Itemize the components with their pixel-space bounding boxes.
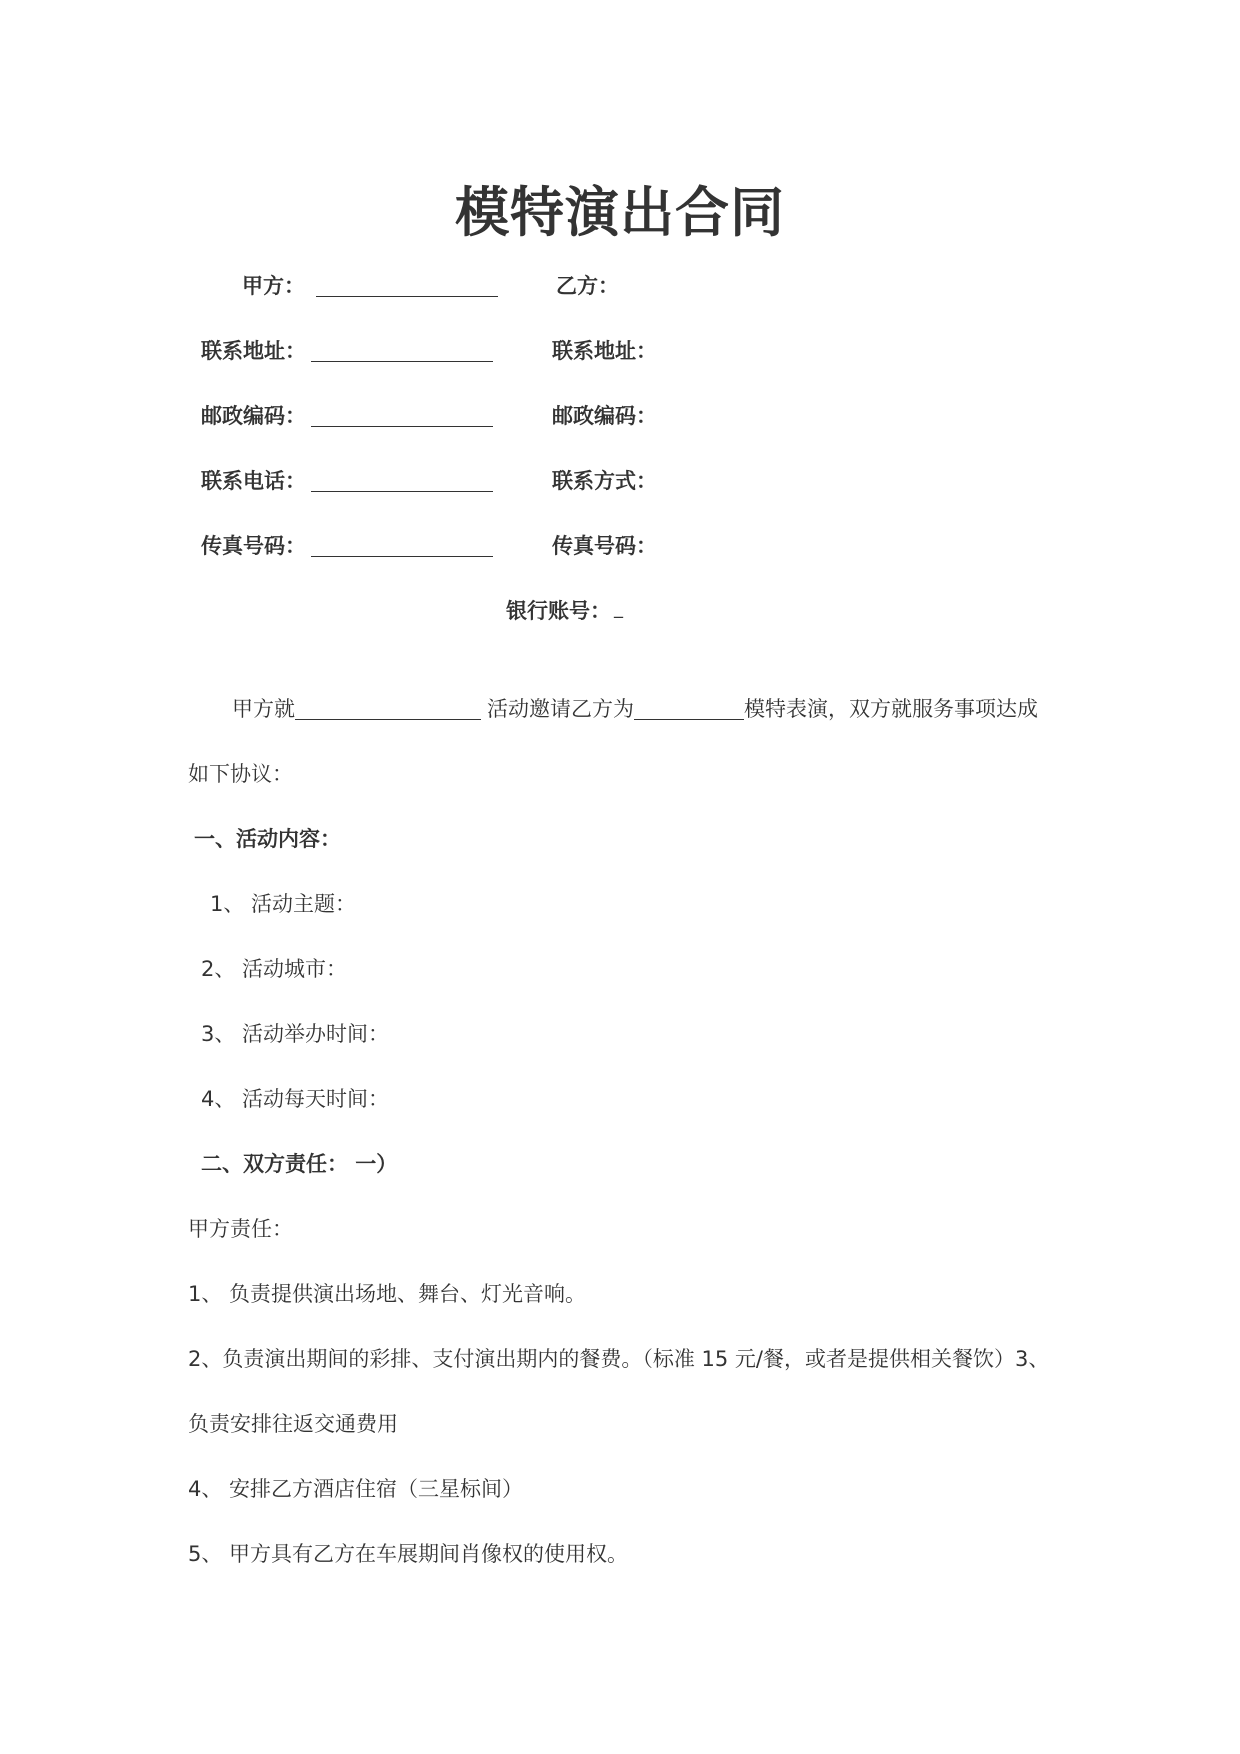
- phone-a-label: 联系电话：: [201, 469, 306, 493]
- party-a-label: 甲方：: [242, 274, 305, 298]
- intro-part-2: 活动邀请乙方为: [487, 697, 634, 721]
- section-1-item-1: 1、 活动主题：: [210, 892, 357, 916]
- contact-b-label: 联系方式：: [552, 469, 657, 493]
- activity-blank: [295, 699, 481, 720]
- address-b-label: 联系地址：: [552, 339, 657, 363]
- phone-a-blank: [311, 491, 493, 492]
- duty-item-1: 1、 负责提供演出场地、舞台、灯光音响。: [188, 1282, 587, 1306]
- party-a-blank: [316, 296, 498, 297]
- intro-line-1: [232, 693, 1038, 723]
- intro-line-2: 如下协议：: [188, 762, 293, 786]
- address-a-label: 联系地址：: [201, 339, 306, 363]
- postcode-a-blank: [311, 426, 493, 427]
- party-a-duties-heading: 甲方责任：: [188, 1217, 293, 1241]
- postcode-b-label: 邮政编码：: [552, 404, 657, 428]
- fax-a-blank: [311, 556, 493, 557]
- section-1-item-4: 4、 活动每天时间：: [201, 1087, 390, 1111]
- intro-part-3: 模特表演，双方就服务事项达成: [744, 697, 1038, 721]
- party-b-label: 乙方：: [556, 274, 619, 298]
- fax-a-label: 传真号码：: [201, 534, 306, 558]
- model-type-blank: [634, 699, 744, 720]
- duty-item-3: 负责安排往返交通费用: [188, 1412, 398, 1436]
- fax-b-label: 传真号码：: [552, 534, 657, 558]
- address-a-blank: [311, 361, 493, 362]
- section-2-heading: 二、双方责任： 一）: [201, 1152, 398, 1176]
- duty-item-5: 5、 甲方具有乙方在车展期间肖像权的使用权。: [188, 1542, 629, 1566]
- duty-item-2: 2、负责演出期间的彩排、支付演出期内的餐费。（标准 15 元/餐，或者是提供相关餐饮）3、: [188, 1347, 1050, 1371]
- bank-account-label: 银行账号：: [506, 599, 611, 623]
- postcode-a-label: 邮政编码：: [201, 404, 306, 428]
- duty-item-4: 4、 安排乙方酒店住宿（三星标间）: [188, 1477, 524, 1501]
- intro-part-1: 甲方就: [232, 697, 295, 721]
- section-1-heading: 一、活动内容：: [194, 827, 341, 851]
- bank-account-mark: _: [614, 598, 623, 619]
- document-title: 模特演出合同: [455, 181, 785, 244]
- section-1-item-2: 2、 活动城市：: [201, 957, 348, 981]
- section-1-item-3: 3、 活动举办时间：: [201, 1022, 390, 1046]
